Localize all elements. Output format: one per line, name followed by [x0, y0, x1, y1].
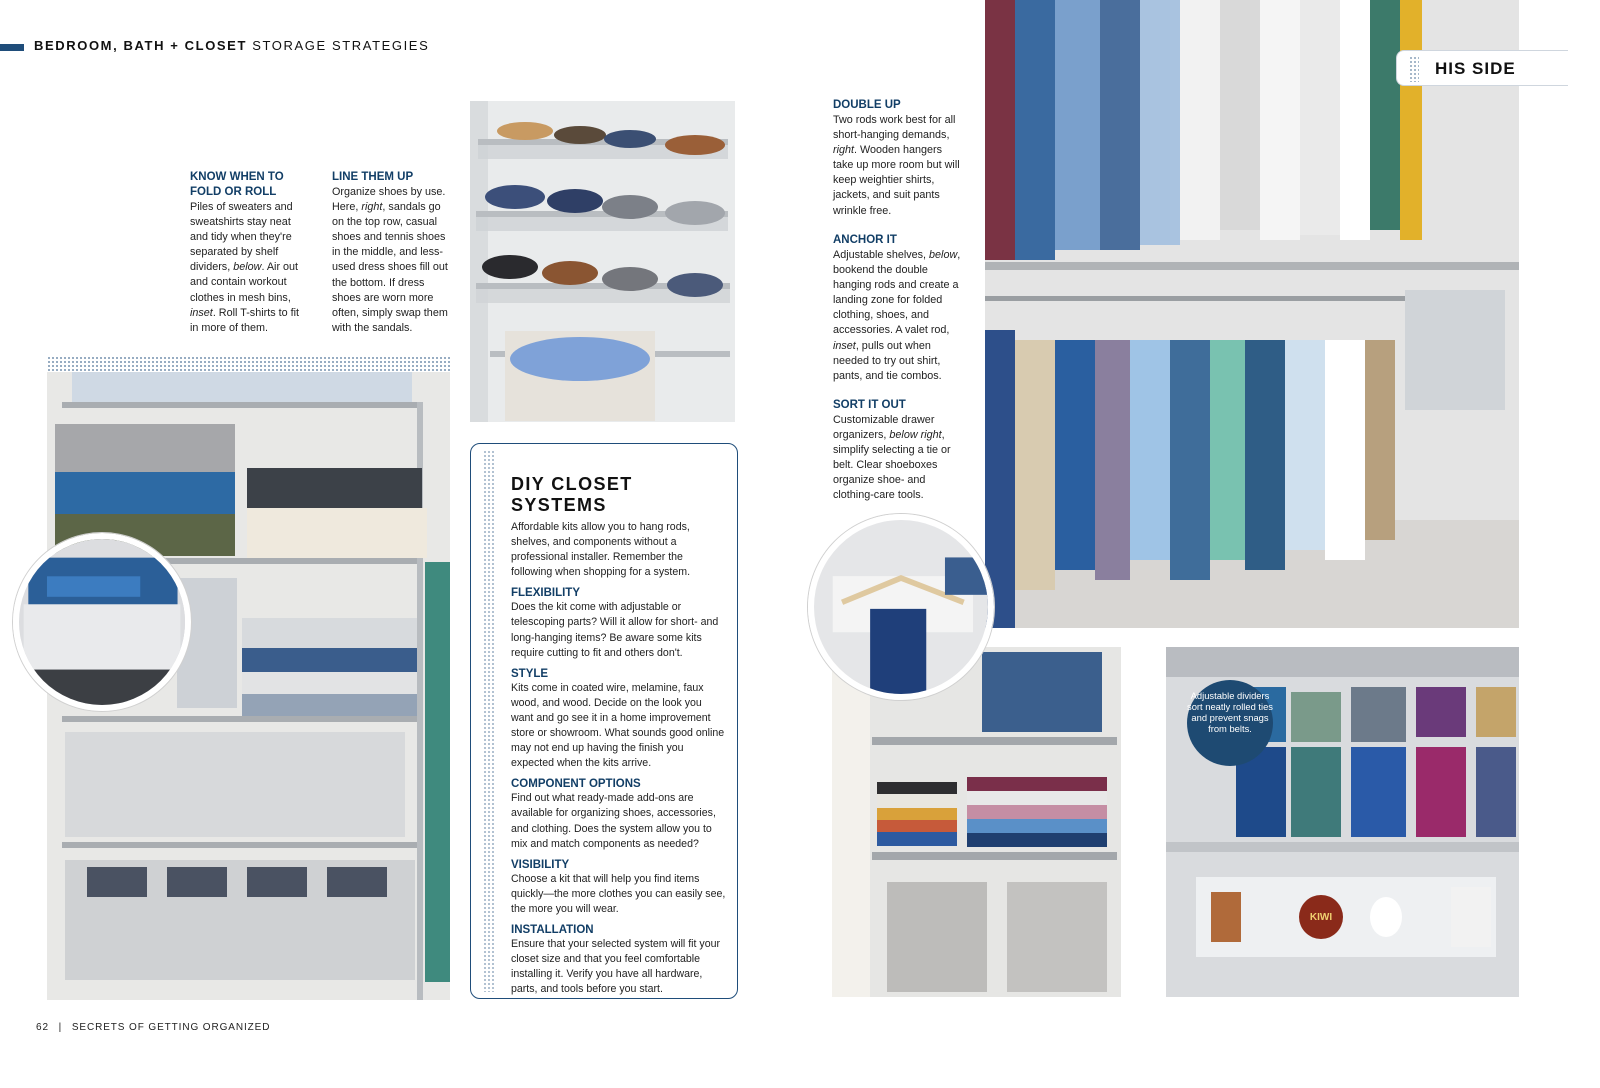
tip-sort-it-out	[833, 398, 961, 504]
tip-body: Two rods work best for all short-hanging demands, right. Wooden hangers take up more room but will keep weightier shirts, jackets, and suit pants wrinkle free.	[833, 114, 960, 217]
footer-separator: |	[58, 1022, 63, 1033]
tip-anchor-it	[833, 233, 961, 384]
sidebar-heading-style: STYLE	[511, 667, 549, 680]
section-header-light: STORAGE STRATEGIES	[252, 38, 430, 53]
section-header-bold: BEDROOM, BATH + CLOSET	[34, 38, 247, 53]
sidebar-body-installation: Ensure that your selected system will fit your closet size and that you feel comfortable installing it. Verify you have all hardware, parts, and tools before you start.	[511, 937, 721, 996]
tip-title: KNOW WHEN TO FOLD OR ROLL	[190, 171, 284, 198]
sidebar-heading-component-options: COMPONENT OPTIONS	[511, 778, 641, 791]
sidebar-body-component-options: Find out what ready-made add-ons are available for organizing shoes, accessories, and clothing. Does the system allow you to mix and match components as needed?	[511, 792, 716, 850]
tip-body: Piles of sweaters and sweatshirts stay neat and tidy when they're separated by shelf dividers, below. Air out and contain workout clothes in mesh bins, inset. Roll T-shirts to fit in more of them.	[190, 201, 300, 334]
sidebar-dot-strip	[483, 450, 495, 992]
sidebar-heading-installation: INSTALLATION	[511, 923, 594, 936]
sidebar-heading-visibility: VISIBILITY	[511, 858, 570, 871]
publication-name: SECRETS OF GETTING ORGANIZED	[71, 1022, 271, 1033]
page-footer	[36, 1022, 270, 1033]
double-rod-closet-photo	[985, 0, 1519, 628]
header-accent-bar	[0, 44, 24, 51]
valet-rod-inset-photo	[808, 514, 994, 700]
tip-fold-or-roll	[190, 170, 302, 336]
section-header	[34, 38, 429, 53]
badge-text: Adjustable dividers sort neatly rolled ties and prevent snags from belts.	[1187, 690, 1273, 734]
mesh-bin-inset-photo	[13, 533, 191, 711]
sidebar-intro: Affordable kits allow you to hang rods, shelves, and components without a professional installer. Remember the following when shopping for a system.	[511, 521, 691, 579]
tip-title: SORT IT OUT	[833, 399, 906, 411]
tip-body: Adjustable shelves, below, bookend the double hanging rods and create a landing zone for folded clothing, shoes, and accessories. A valet rod, inset, pulls out when needed to try out shirt, pants, and tie combos.	[833, 249, 961, 382]
page-number: 62	[36, 1022, 49, 1033]
tip-body: Customizable drawer organizers, below right, simplify selecting a tie or belt. Clear shoeboxes organize shoe- and clothing-care tools.	[833, 414, 951, 502]
tip-title: DOUBLE UP	[833, 99, 901, 111]
dot-pattern	[47, 356, 450, 372]
sidebar-title: DIY CLOSET SYSTEMS	[511, 474, 633, 515]
his-side-text: HIS SIDE	[1435, 59, 1516, 78]
tie-divider-badge	[1187, 680, 1273, 766]
tip-line-them-up	[332, 170, 450, 336]
sidebar-body-visibility: Choose a kit that will help you find items quickly—the more clothes you can easily see, the more you will wear.	[511, 872, 726, 915]
tip-title: ANCHOR IT	[833, 234, 897, 246]
his-side-dot-strip	[1409, 56, 1419, 82]
folded-shirts-shelves-photo	[832, 647, 1121, 997]
sidebar-heading-flexibility: FLEXIBILITY	[511, 587, 580, 600]
tip-double-up	[833, 98, 961, 219]
shoe-polish-label: KIWI	[1309, 912, 1333, 923]
diy-closet-sidebar	[470, 443, 738, 999]
his-side-label	[1396, 50, 1568, 86]
tip-body: Organize shoes by use. Here, right, sandals go on the top row, casual shoes and tennis shoes in the middle, and less-used dress shoes fill out the bottom. If dress shoes are worn more often, simply swap them with the sandals.	[332, 186, 448, 334]
sidebar-body-style: Kits come in coated wire, melamine, faux wood, and wood. Decide on the look you want and go see it in a home improvement store or showroom. What sounds good online may not end up having the finish you expected when the kits arrive.	[511, 681, 725, 770]
sidebar-body-flexibility: Does the kit come with adjustable or telescoping parts? Will it allow for short- and long-hanging items? Be aware some kits require cutting to fit and others don't.	[511, 601, 719, 659]
shoe-shelves-photo	[470, 101, 735, 422]
tip-title: LINE THEM UP	[332, 171, 414, 183]
